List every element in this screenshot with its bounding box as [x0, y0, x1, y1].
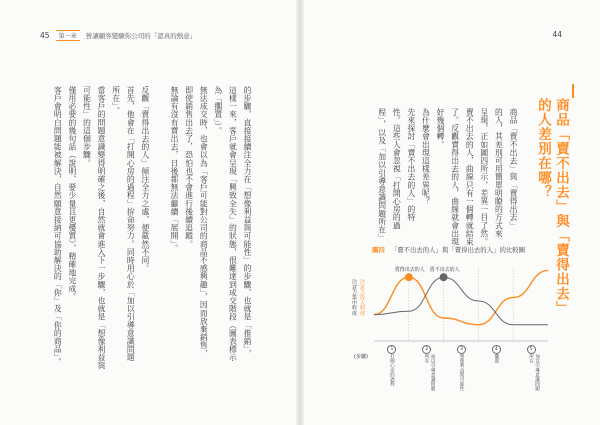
series-line-1 [374, 277, 548, 325]
left-text-column-2: 為「擱置」）。 [213, 86, 223, 135]
stage-number-2: 2 [422, 345, 431, 354]
right-text-column-9: 程」，以及「加以引導意識問題所在」 [377, 108, 387, 242]
chapter-label: 第一章 [56, 30, 80, 41]
left-body-text [50, 86, 254, 376]
y-axis-label-top: 注意力集中程度 [351, 279, 357, 316]
left-text-column-10: 當客戶的問題意識變得明確之後，自然就會進入下一步驟，也就是「想像利益與可能性」的這個步驟。 [82, 86, 107, 370]
stage-number-3: 3 [457, 345, 466, 354]
figure-label: 圖四 [372, 246, 385, 254]
left-text-column-7: 反觀「賣得出去的人」傾注全力之處，便截然不同。 [140, 86, 150, 273]
left-text-column-8: 首先，他會在「打開心房的過程」拚命努力。同時用心於「加以引導意識問題 [126, 86, 136, 362]
stage-label-2: 加以引導意識問題所在 [424, 354, 436, 391]
right-text-column-7: 先來探討「賣不出去的人」的特 [406, 108, 416, 222]
left-text-column-9: 所在」。 [111, 86, 121, 115]
right-text-column-5: 好幾個轉。 [436, 108, 446, 149]
right-text-column-4: 了。反觀賣得出去的人，曲線就會出現 [450, 108, 460, 246]
left-text-column-6 [152, 86, 167, 376]
right-text-column-8: 性。這些人會忽視「打開心房的過 [392, 108, 402, 230]
right-text-column-3: 賣不出去的人，曲線只有一個轉就結束 [465, 108, 475, 246]
series-peak-marker-1 [440, 273, 448, 281]
stage-number-1: 1 [387, 345, 396, 354]
left-running-head [40, 30, 196, 41]
figure-caption: 「賣不出去的人」與「賣得出去的人」的比較圖 [390, 246, 526, 254]
stage-number-4: 4 [492, 345, 501, 354]
start-label: (步驟) [354, 354, 368, 360]
right-page-number: 44 [552, 30, 562, 39]
series-label-0: 賣得出去的人 [394, 267, 425, 274]
right-text-column-1: 的人，其差別可用簡單明瞭的方式來 [494, 108, 504, 238]
right-body-text [374, 108, 520, 250]
series-label-1: 賣不出去的人 [429, 267, 460, 274]
stage-label-3: 想像利益與可能性 [459, 354, 464, 391]
right-text-column-2: 呈現，正如圖四所示，差異一目了然。 [479, 108, 489, 246]
stage-label-1: 打開心房的過程 [389, 354, 395, 387]
series-line-0 [374, 270, 548, 324]
comparison-chart [354, 253, 550, 393]
left-text-column-0: 的步驟，直接接續注全力在「想像利益與可能性」的步驟，也就是「推銷」， [243, 86, 252, 358]
series-peak-marker-0 [405, 273, 413, 281]
heading-line-2: 的人差別在哪？ [535, 98, 551, 200]
running-title: 營讓顧客變願你公司的「認真的熱意」 [85, 32, 197, 40]
book-gutter [296, 0, 304, 425]
heading-accent-bar [572, 84, 574, 98]
stage-number-5: 5 [527, 345, 536, 354]
right-running-head [552, 30, 562, 39]
left-text-column-5: 無論有沒有賣出去，日後都無法繼續「展開」。 [170, 86, 180, 253]
left-text-column-12: 客戶會明白問題能被解決，自然願意接納可協助解決的「你」及「你的商品」。 [53, 86, 63, 366]
left-text-column-4: 即使銷售出去了，恐怕也不會進行後續追蹤。 [184, 86, 194, 248]
left-text-column-11: 僅用必要的幾句話（說明、要少量且更優質），精確地完成。 [67, 86, 77, 301]
right-text-column-6: 為什麼會出現這樣差異呢？ [421, 108, 431, 206]
left-page-number: 45 [40, 31, 50, 40]
left-text-column-1: 這樣一來，客戶就會呈現「興致全失」的狀態，很難達到成交階段（圖表標示 [228, 86, 238, 362]
comparison-figure [351, 246, 550, 393]
stage-label-4: 擱置 [493, 354, 499, 364]
left-text-column-3: 無法成交時，也會以為「客戶可能對公司的商品不感興趣」，因而放棄銷售， [199, 86, 209, 358]
left-page [0, 0, 296, 425]
heading-line-1: 商品「賣不出去」與「賣得出去」 [553, 98, 569, 316]
stage-label-5: 加以引導意識問題所在 [528, 354, 540, 391]
y-axis-label: 注意力投入程度 [359, 279, 365, 316]
right-text-column-0: 商品「賣不出去」與「賣得出去」 [509, 108, 518, 230]
